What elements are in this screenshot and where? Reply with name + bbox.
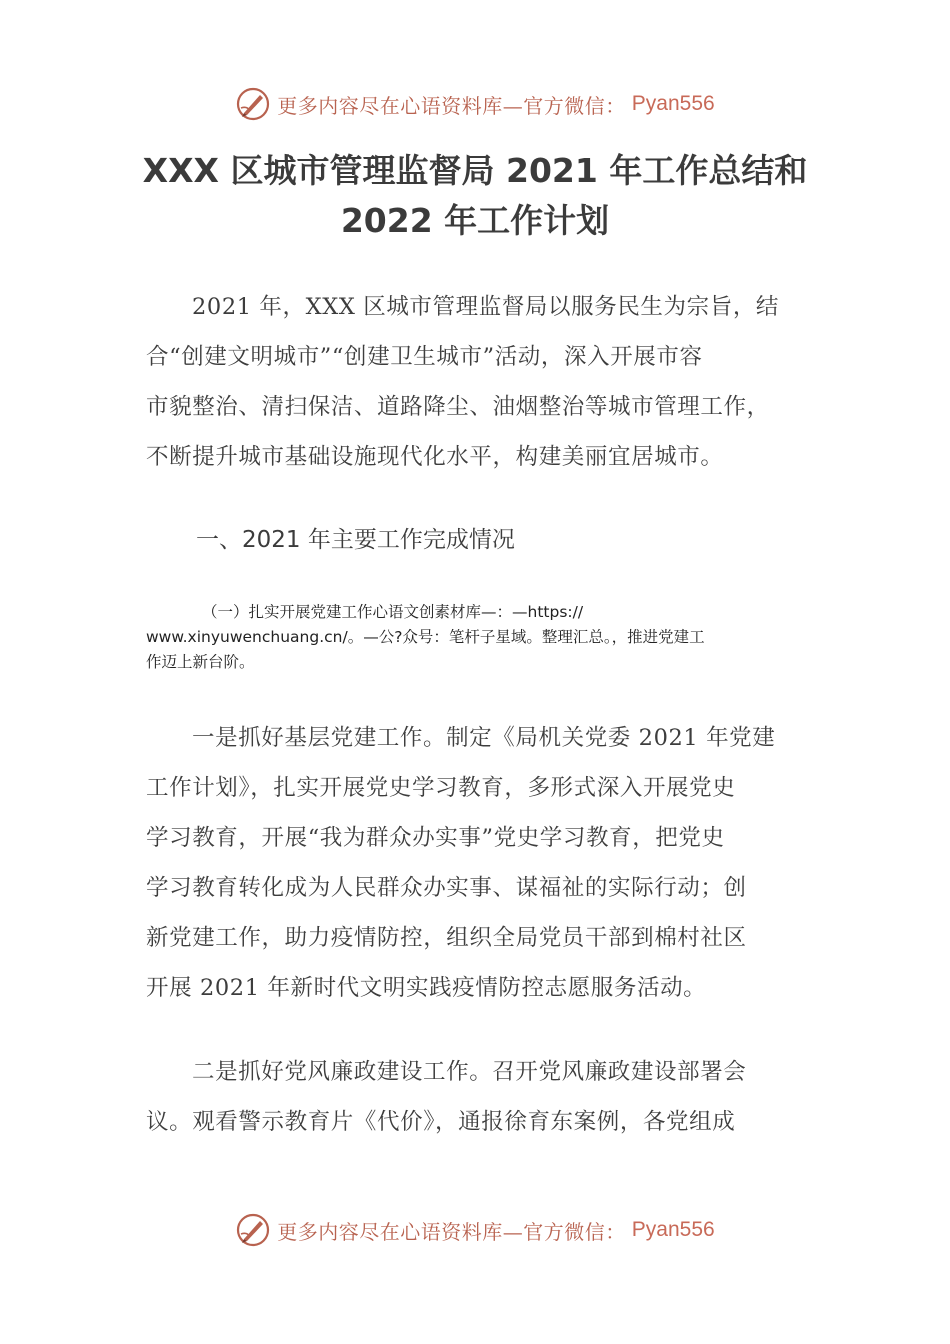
paragraph-line: 不断提升城市基础设施现代化水平，构建美丽宜居城市。 bbox=[146, 444, 724, 470]
paragraph-line: 合“创建文明城市”“创建卫生城市”活动，深入开展市容 bbox=[146, 344, 703, 370]
banner-text: 更多内容尽在心语资料库—官方微信： bbox=[277, 93, 626, 118]
paragraph-line: 市貌整治、清扫保洁、道路降尘、油烟整治等城市管理工作， bbox=[146, 394, 770, 420]
paragraph-line: 一是抓好基层党建工作。制定《局机关党委 2021 年党建 bbox=[192, 725, 776, 751]
banner-wechat-id: Pyan556 bbox=[631, 92, 715, 115]
paragraph-line: 工作计划》，扎实开展党史学习教育，多形式深入开展党史 bbox=[146, 775, 736, 801]
banner-wechat-id: Pyan556 bbox=[631, 1218, 715, 1241]
paragraph-line: 议。观看警示教育片《代价》，通报徐育东案例，各党组成 bbox=[146, 1109, 736, 1135]
document-title-line-1: XXX 区城市管理监督局 2021 年工作总结和 bbox=[142, 151, 808, 190]
pen-logo-icon bbox=[235, 1212, 271, 1248]
subsection-line: （一）扎实开展党建工作心语文创素材库—：—https:// bbox=[202, 603, 584, 621]
party-building-paragraph bbox=[146, 713, 806, 1013]
subsection-heading bbox=[146, 600, 816, 675]
footer-banner bbox=[0, 1208, 950, 1252]
paragraph-line: 新党建工作，助力疫情防控，组织全局党员干部到棉村社区 bbox=[146, 925, 747, 951]
paragraph-line: 2021 年，XXX 区城市管理监督局以服务民生为宗旨，结 bbox=[192, 294, 780, 320]
header-banner bbox=[0, 82, 950, 126]
paragraph-line: 学习教育转化成为人民群众办实事、谋福祉的实际行动；创 bbox=[146, 875, 747, 901]
pen-logo-icon bbox=[235, 86, 271, 122]
intro-paragraph bbox=[146, 282, 806, 482]
integrity-paragraph bbox=[146, 1047, 806, 1147]
document-title-line-2: 2022 年工作计划 bbox=[340, 201, 610, 240]
section-heading: 一、2021 年主要工作完成情况 bbox=[196, 527, 515, 553]
banner-text: 更多内容尽在心语资料库—官方微信： bbox=[277, 1219, 626, 1244]
paragraph-line: 开展 2021 年新时代文明实践疫情防控志愿服务活动。 bbox=[146, 975, 707, 1001]
paragraph-line: 二是抓好党风廉政建设工作。召开党风廉政建设部署会 bbox=[192, 1059, 747, 1085]
paragraph-line: 学习教育，开展“我为群众办实事”党史学习教育，把党史 bbox=[146, 825, 725, 851]
subsection-line: 作迈上新台阶。 bbox=[146, 653, 255, 671]
subsection-line: www.xinyuwenchuang.cn/。—公?众号：笔杆子星域。整理汇总。，推进党建工 bbox=[146, 628, 705, 646]
